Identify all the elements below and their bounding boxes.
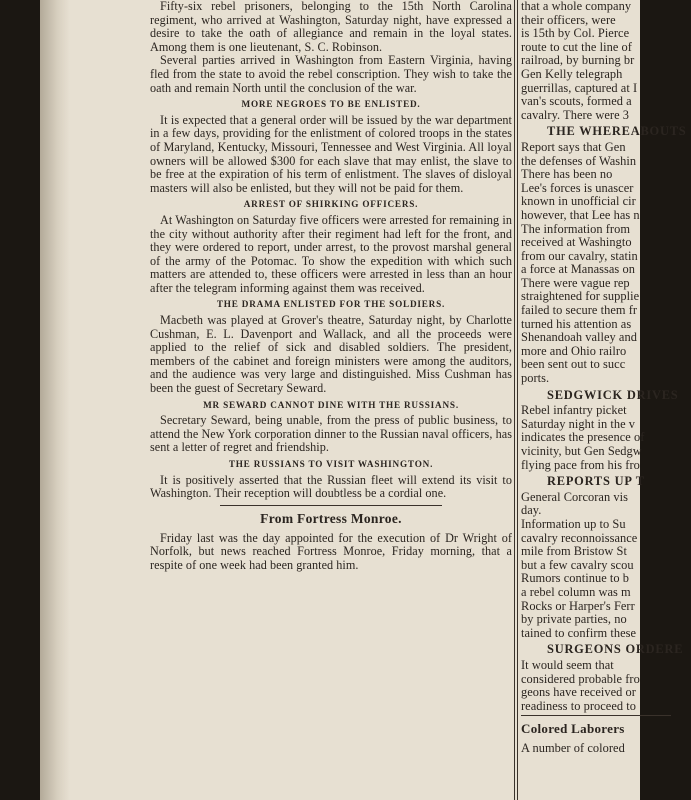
text-line: a force at Manassas on [521,262,635,277]
text-line: railroad, by burning br [521,53,635,68]
text-line: guerrillas, captured at I [521,80,638,95]
text-line: considered probable fro [521,671,640,686]
text-line: Lee's forces is unascer [521,180,634,195]
text-line: from our cavalry, statin [521,248,638,263]
text-line: cavalry. There were 3 [521,107,630,122]
text-line: been sent out to succ [521,357,626,372]
text-line: failed to secure them fr [521,303,638,318]
text-line: vicinity, but Gen Sedgw [521,444,642,458]
text-line: route to cut the line of [521,39,632,54]
text-line: van's scouts, formed a [521,94,632,109]
text-line: by private parties, no [521,612,627,627]
text-line: There has been no [521,167,613,182]
text-line: Saturday night in the v [521,416,636,431]
text-line: Information up to Su [521,516,626,531]
right-text-block [521,742,691,756]
text-line: indicates the presence of [521,430,645,445]
article-paragraph: It is expected that a general order will be issued by the war department in a few days, providing for the enlistment of colored troops in the states of Maryland, Kentucky, Missouri, Tennessee and West Virginia. All loyal owners will be allowed $300 for each slave that may enlist, the slave to be free at the expiration of his term of enlistment. The slaves of disloyal masters will also be enlisted, but they will not be paid for them. [150,112,512,195]
text-line: The information from [521,221,631,236]
text-line: ports. [521,371,550,386]
text-line: that a whole company [521,0,632,13]
text-line: is 15th by Col. Pierce [521,26,630,41]
right-text-block [521,0,691,122]
text-line: Shenandoah valley and [521,330,637,345]
article-paragraph: Several parties arrived in Washington from Eastern Virginia, having fled from the state to avoid the rebel conscription. They wish to take the oath and remain North until the conclusion of the war. [150,53,512,95]
section-heading: MORE NEGROES TO BE ENLISTED. [241,99,421,110]
text-line: but a few cavalry scou [521,557,634,572]
article-headline: Colored Laborers [521,721,691,737]
section-heading: ARREST OF SHIRKING OFFICERS. [243,199,419,210]
text-line: Rebel infantry picket [521,403,627,418]
column-rule [514,0,515,800]
newspaper-page [40,0,687,800]
text-line: Rumors continue to b [521,571,630,586]
right-text-block [521,491,691,641]
section-heading: THE DRAMA ENLISTED FOR THE SOLDIERS. [216,299,446,310]
text-line: known in unofficial cir [521,194,636,209]
section-heading: SURGEONS ORDERE [547,642,684,657]
text-line: flying pace from his fro [521,457,640,472]
page-binding-shadow [40,0,70,800]
article-paragraph: At Washington on Saturday five officers were arrested for remaining in the city without authority after their regiment had left for the front, and they were ordered to report, under arrest, to the provost marshal general of the army of the Potomac. To show the expedition with which such matters are attended to, these officers were arrested in less than an hour after the telegram informing against them was received. [150,212,512,295]
text-line: cavalry reconnoissance [521,530,638,545]
text-line: day. [521,503,542,518]
section-heading: THE RUSSIANS TO VISIT WASHINGTON. [228,459,434,469]
section-heading: REPORTS UP T [547,474,645,489]
section-heading: SEDGWICK DRIVES [547,387,679,402]
text-line: Report says that Gen [521,139,626,154]
text-line: readiness to proceed to [521,698,637,713]
right-text-block [521,659,691,713]
text-line: straightened for supplie [521,289,640,304]
right-text-block [521,404,691,472]
text-line: received at Washingto [521,235,632,250]
section-heading: MR SEWARD CANNOT DINE WITH THE RUSSIANS. [203,399,459,410]
article-headline: From Fortress Monroe. [150,511,512,527]
article-paragraph: Friday last was the day appointed for the execution of Dr Wright of Norfolk, but news reached Fortress Monroe, Friday morning, that a respite of one week had been granted him. [150,530,512,572]
text-line: There were vague rep [521,275,630,290]
text-line: the defenses of Washin [521,153,637,168]
text-line: mile from Bristow St [521,544,627,559]
text-line: however, that Lee has n [521,207,640,222]
text-line: tained to confirm these [521,625,637,640]
article-paragraph: Macbeth was played at Grover's theatre, Saturday night, by Charlotte Cushman, E. L. Davenport and Wallack, and all the proceeds were applied to the relief of sick and disabled soldiers. The president, members of the cabinet and foreign ministers were among the auditors, and the audience was very large and distinguished. Miss Cushman has been the guest of Secretary Seward. [150,313,512,396]
text-line: more and Ohio railro [521,343,627,358]
text-line: geons have received or [521,685,636,700]
section-heading: THE WHEREABOUTS [547,124,687,139]
text-line: It would seem that [521,657,614,672]
text-line: a rebel column was m [521,584,631,599]
main-column [150,0,512,573]
text-line: turned his attention as [521,316,632,331]
text-line: A number of colored [521,741,625,756]
text-line: Gen Kelly telegraph [521,66,623,81]
article-paragraph: Secretary Seward, being unable, from the press of public business, to attend the New York corporation dinner to the Russian naval officers, has sent a letter of regret and friendship. [150,413,512,455]
article-paragraph: It is positively asserted that the Russian fleet will extend its visit to Washington. Their reception will doubtless be a cordial one. [150,472,512,501]
column-rule [517,0,518,800]
text-line: General Corcoran vis [521,489,628,504]
text-line: Rocks or Harper's Ferr [521,598,635,613]
text-line: their officers, were [521,12,616,27]
article-paragraph: Fifty-six rebel prisoners, belonging to the 15th North Carolina regiment, who arrived at Washington, Saturday night, have expressed a desire to take the oath of allegiance and remain in the loyal states. Among them is one lieutenant, S. C. Robinson. [150,0,512,54]
right-column [521,0,691,756]
right-text-block [521,141,691,386]
